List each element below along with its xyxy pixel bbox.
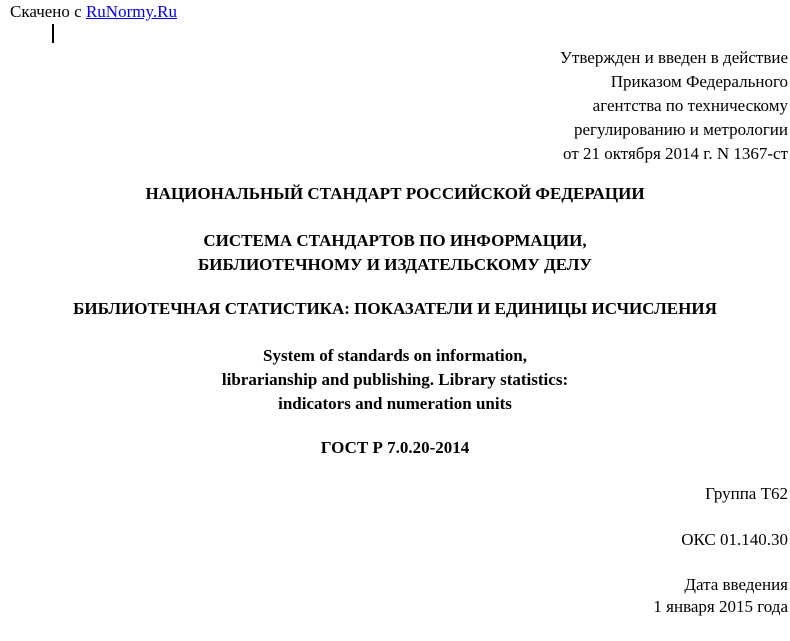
source-link[interactable]: RuNormy.Ru — [85, 2, 177, 21]
introduction-date-block — [653, 574, 788, 618]
introduction-date-label: Дата введения — [684, 575, 788, 594]
text-cursor — [52, 24, 54, 43]
main-title — [0, 297, 790, 321]
source-prefix: Скачено с — [10, 2, 82, 21]
group-code: Группа Т62 — [705, 484, 788, 503]
system-title-line: БИБЛИОТЕЧНОМУ И ИЗДАТЕЛЬСКОМУ ДЕЛУ — [198, 255, 592, 274]
standard-title — [0, 182, 790, 206]
approval-line: регулированию и метрологии — [573, 120, 788, 139]
introduction-date-value: 1 января 2015 года — [653, 597, 788, 616]
english-title-line: System of standards on information, — [263, 346, 527, 365]
standard-title-text: НАЦИОНАЛЬНЫЙ СТАНДАРТ РОССИЙСКОЙ ФЕДЕРАЦИИ — [145, 184, 645, 203]
gost-number-text: ГОСТ Р 7.0.20-2014 — [320, 438, 470, 457]
main-title-text: БИБЛИОТЕЧНАЯ СТАТИСТИКА: ПОКАЗАТЕЛИ И ЕДИНИЦЫ ИСЧИСЛЕНИЯ — [73, 299, 717, 318]
approval-line: Утвержден и введен в действие — [559, 48, 788, 67]
approval-block — [560, 46, 788, 166]
system-title-line: СИСТЕМА СТАНДАРТОВ ПО ИНФОРМАЦИИ, — [203, 231, 587, 250]
oks-code: ОКС 01.140.30 — [681, 530, 788, 549]
approval-line: Приказом Федерального — [610, 72, 788, 91]
system-title — [0, 229, 790, 277]
english-title — [0, 344, 790, 416]
gost-number — [0, 436, 790, 460]
approval-line: от 21 октября 2014 г. N 1367-ст — [563, 144, 788, 163]
approval-line: агентства по техническому — [592, 96, 788, 115]
english-title-line: indicators and numeration units — [278, 394, 512, 413]
english-title-line: librarianship and publishing. Library statistics: — [221, 370, 569, 389]
source-line — [10, 2, 177, 22]
